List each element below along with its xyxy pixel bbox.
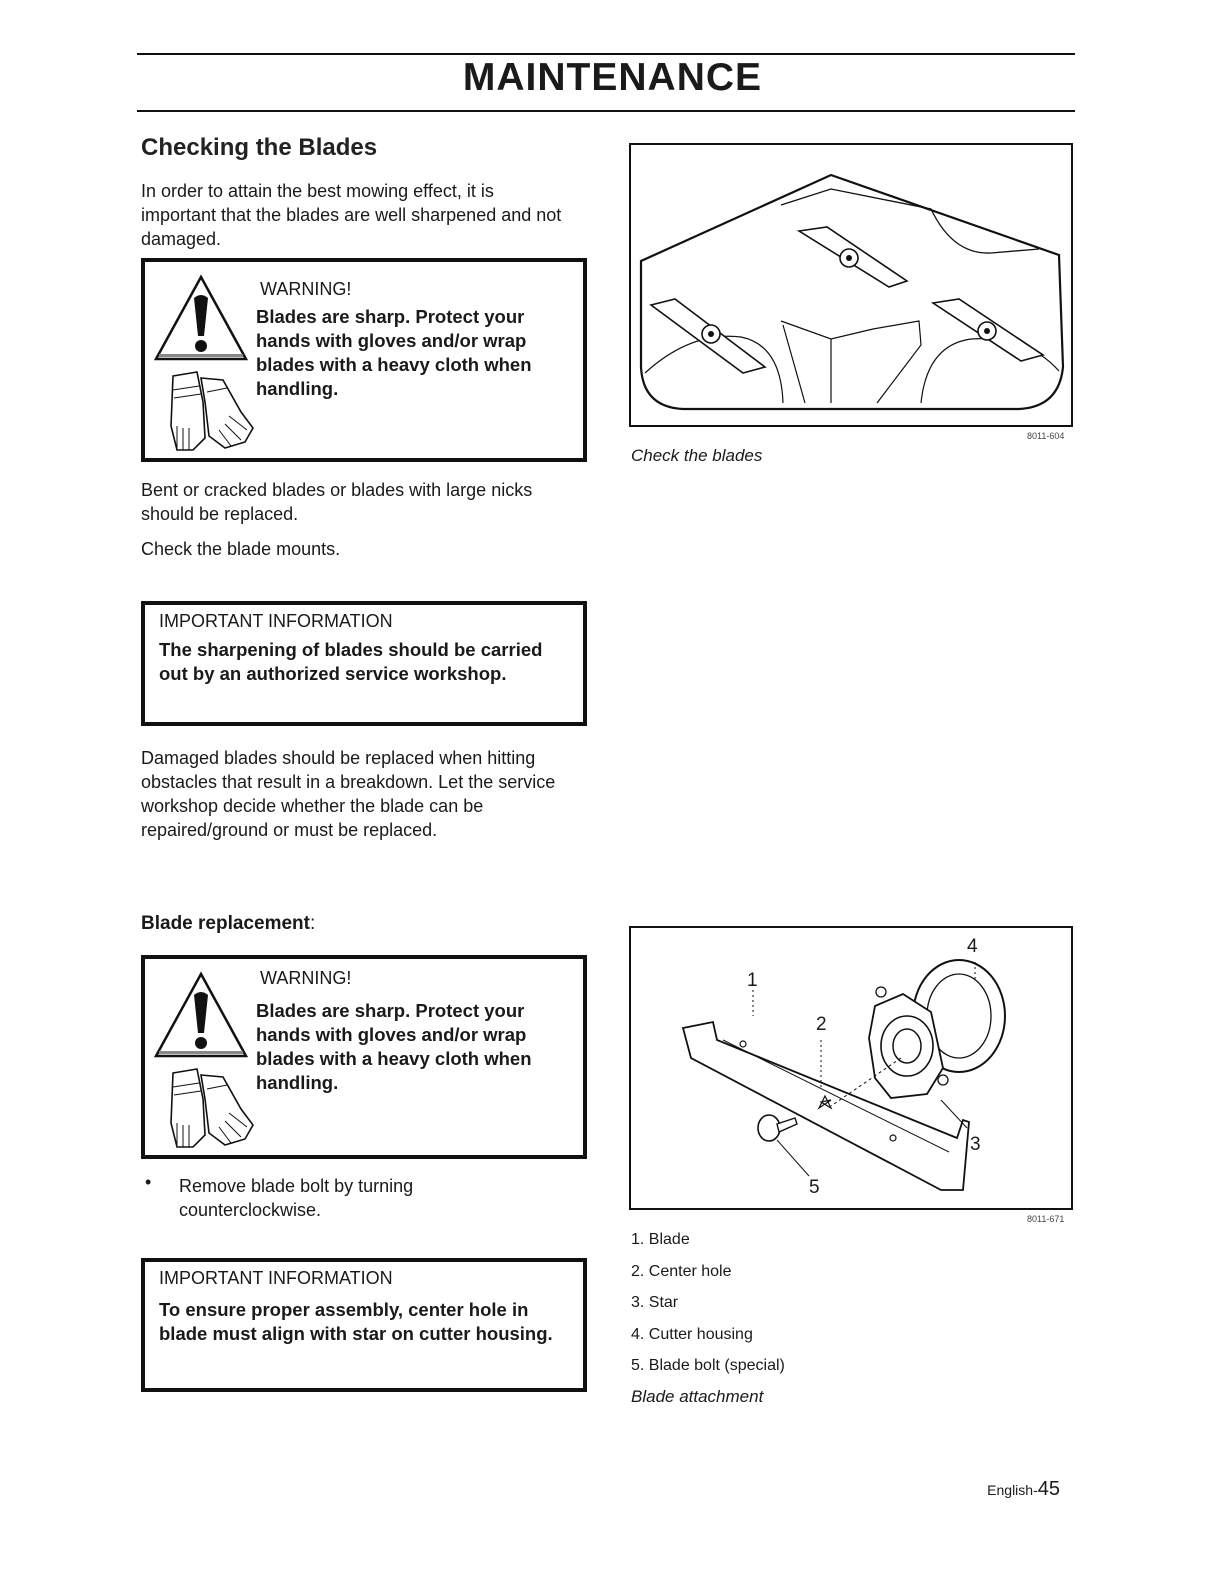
blade-attachment-illustration (631, 928, 1071, 1208)
warning-label: WARNING! (260, 968, 352, 988)
callout-5: 5 (809, 1177, 820, 1198)
top-rule (137, 53, 1075, 55)
important-info-box-2 (141, 1258, 587, 1392)
warning-box-2 (141, 955, 587, 1159)
page-title: MAINTENANCE (462, 56, 763, 99)
info-label: IMPORTANT INFORMATION (159, 1268, 393, 1288)
warning-triangle-icon (153, 274, 249, 362)
remove-bolt-instruction: Remove blade bolt by turning counterclockwise. (179, 1176, 414, 1220)
section-heading-checking: Checking the Blades (141, 134, 378, 161)
warning-label: WARNING! (260, 279, 352, 299)
section-heading-replacement (141, 913, 315, 935)
footer-language: English- (987, 1482, 1038, 1498)
figure-code-2: 8011-671 (1027, 1214, 1065, 1224)
callout-3: 3 (970, 1134, 981, 1155)
figure-caption-1: Check the blades (631, 446, 763, 465)
legend-item: 1. Blade (631, 1231, 690, 1248)
replacement-heading-colon: : (309, 913, 316, 934)
page-footer (987, 1478, 1060, 1501)
info-text: The sharpening of blades should be carried out by an authorized service workshop. (159, 639, 543, 684)
figure-code-1: 8011-604 (1027, 431, 1065, 441)
bullet-icon: • (145, 1172, 152, 1192)
figure-blade-attachment (629, 926, 1073, 1210)
blade-mounts-paragraph: Check the blade mounts. (141, 539, 341, 559)
gloves-icon (163, 1063, 259, 1151)
intro-paragraph: In order to attain the best mowing effect, it is important that the blades are well sharpened and not damaged. (141, 181, 562, 249)
legend-item: 5. Blade bolt (special) (631, 1357, 785, 1374)
legend-item: 2. Center hole (631, 1262, 732, 1280)
title-underline (137, 110, 1075, 112)
important-info-box-1 (141, 601, 587, 726)
warning-text: Blades are sharp. Protect your hands with gloves and/or wrap blades with a heavy cloth when handling. (256, 1000, 532, 1093)
figure-caption-2: Blade attachment (631, 1387, 764, 1406)
replacement-heading-text: Blade replacement (141, 913, 310, 934)
mower-deck-illustration (631, 145, 1071, 425)
gloves-icon (163, 366, 259, 454)
warning-box-1 (141, 258, 587, 462)
damaged-blades-paragraph: Damaged blades should be replaced when hitting obstacles that result in a breakdown. Let the service workshop decide whether the blade can be repaired/ground or must be replaced. (141, 748, 556, 840)
legend-item: 4. Cutter housing (631, 1325, 753, 1343)
figure-check-blades (629, 143, 1073, 427)
info-label: IMPORTANT INFORMATION (159, 611, 393, 631)
figure-legend (631, 1228, 785, 1386)
callout-1: 1 (747, 970, 758, 991)
callout-2: 2 (816, 1014, 827, 1035)
bent-blades-paragraph: Bent or cracked blades or blades with large nicks should be replaced. (141, 480, 533, 524)
warning-triangle-icon (153, 971, 249, 1059)
warning-text: Blades are sharp. Protect your hands with gloves and/or wrap blades with a heavy cloth when handling. (256, 306, 532, 399)
page-number: 45 (1037, 1478, 1060, 1500)
info-text: To ensure proper assembly, center hole in blade must align with star on cutter housing. (159, 1299, 553, 1344)
legend-item: 3. Star (631, 1294, 679, 1311)
callout-4: 4 (967, 936, 978, 957)
